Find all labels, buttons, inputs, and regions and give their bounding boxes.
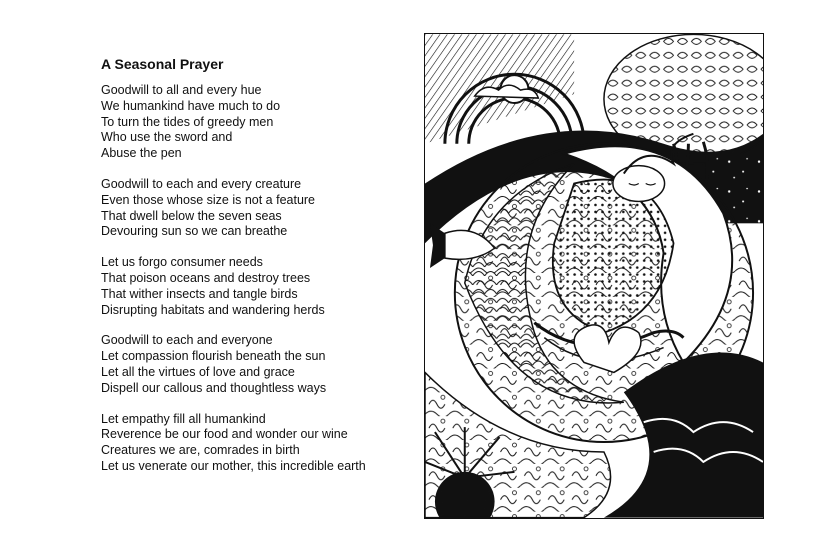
poem-line: Dispell our callous and thoughtless ways — [101, 380, 327, 395]
poem-line: Let us forgo consumer needs — [101, 255, 263, 270]
poem-line: Goodwill to each and everyone — [101, 333, 273, 348]
poem-line: Disrupting habitats and wandering herds — [101, 302, 325, 317]
stanza-3 — [101, 255, 411, 318]
poem-line: Who use the sword and — [101, 130, 233, 145]
poem-line: To turn the tides of greedy men — [101, 114, 274, 129]
poem-line: Let all the virtues of love and grace — [101, 364, 295, 379]
poem-line: Abuse the pen — [101, 146, 182, 161]
poem-line: Goodwill to each and every creature — [101, 176, 302, 191]
poem-line: That poison oceans and destroy trees — [101, 270, 311, 285]
poem-line: Reverence be our food and wonder our wine — [101, 427, 348, 442]
poem — [101, 55, 411, 490]
poem-line: Even those whose size is not a feature — [101, 192, 316, 207]
poem-line: Let compassion flourish beneath the sun — [101, 349, 326, 364]
stanza-4 — [101, 333, 411, 396]
poem-line: Devouring sun so we can breathe — [101, 224, 288, 239]
stanza-2 — [101, 177, 411, 240]
poem-line: Creatures we are, comrades in birth — [101, 443, 300, 458]
stanza-5 — [101, 412, 411, 475]
illustration — [424, 33, 764, 519]
poem-line: Let empathy fill all humankind — [101, 411, 266, 426]
poem-line: We humankind have much to do — [101, 98, 281, 113]
poem-line: That dwell below the seven seas — [101, 208, 282, 223]
poem-line: That wither insects and tangle birds — [101, 286, 298, 301]
ink-illustration-earth-mother-icon — [425, 34, 763, 518]
poem-title: A Seasonal Prayer — [101, 56, 224, 72]
poem-line: Let us venerate our mother, this incredible earth — [101, 458, 366, 473]
poem-line: Goodwill to all and every hue — [101, 83, 262, 97]
stanza-1 — [101, 83, 411, 162]
